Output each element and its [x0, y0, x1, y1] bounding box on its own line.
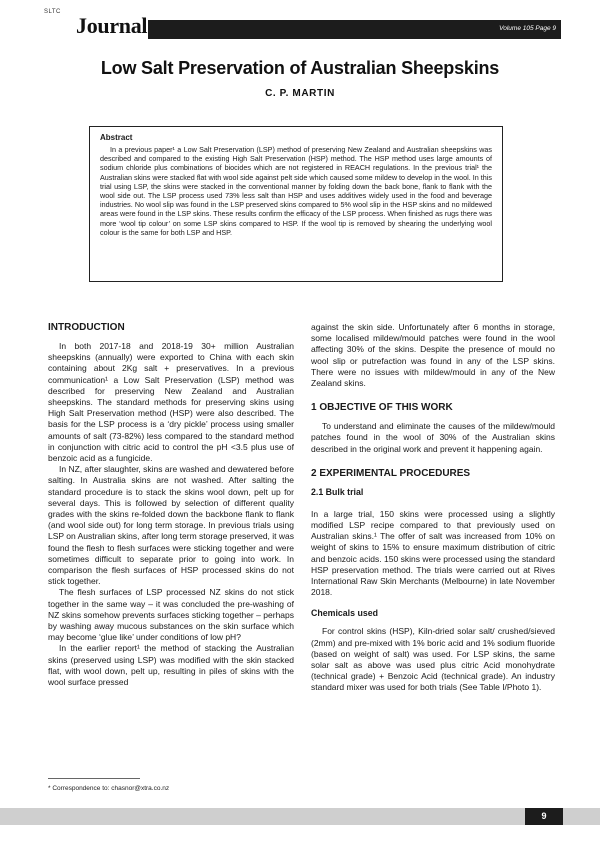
intro-paragraph-4: In the earlier report¹ the method of stacking the Australian skins (preserved using LSP) was modified with the skin stacked flat, with wool down, pelt up, resulting in piles of skins with the wool surface pressed: [48, 643, 294, 688]
objective-heading: 1 OBJECTIVE OF THIS WORK: [311, 402, 453, 414]
objective-paragraph: To understand and eliminate the causes of the mildew/mould patches found in the wool of 30% of the Australian skins described in the original work and prevent it happening again.: [311, 421, 555, 454]
intro-paragraph-continued: against the skin side. Unfortunately after 6 months in storage, some localised mildew/mould patches were found in the wool affecting 30% of the skins. Despite the presence of mould no wool slip or putrefaction was found in any of the LSP skins. There were no issues with mildew/mould in any of the New Zealand skins.: [311, 322, 555, 389]
chemicals-heading: Chemicals used: [311, 608, 378, 619]
procedures-heading: 2 EXPERIMENTAL PROCEDURES: [311, 467, 471, 479]
abstract-text: In a previous paper¹ a Low Salt Preservation (LSP) method of preserving New Zealand and Australian sheepskins was described and compared to the existing High Salt Preservation (HSP) method. The HSP method uses large amounts of sodium chloride plus combinations of biocides which are not registered in REACH regulations. In the previous trial¹ the Australian skins were stacked flat with wool side against pelt side which caused some mildew to develop in the wool. In this trial using LSP, the skins were stacked in the conventional manner by folding down the back bone, flank to flank with the wool side out. The LSP process used 73% less salt than HSP and uses additives widely used in the food and beverage industries. No wool slip was found in the LSP preserved skins compared to 5% wool slip in the HSP skins and no mildewed areas were found in the LSP skins. These results confirm the efficacy of the LSP process. When finished as rugs there was more ‘wool tip colour’ on some LSP skins compared to HSP. If the wool tip is removed by shearing the underlying wool colour is the same for both LSP and HSP.: [100, 145, 492, 237]
intro-paragraph-3: The flesh surfaces of LSP processed NZ skins do not stick together in the same way – it was concluded the pre-washing of NZ skins somehow prevents surfaces sticking together – perhaps by washing away mucous substances on the skin surface which may become ‘glue like’ under conditions of low pH?: [48, 587, 294, 643]
bulk-trial-paragraph: In a large trial, 150 skins were processed using a slightly modified LSP recipe compared to that previously used on Australian skins.¹ The offer of salt was increased from 10% on weight of skins to 15% to ensure maximum distribution of citric and benzoic acids. 150 skins were processed using the standard HSP preservation method. The trials were carried out at Rives International Raw Skin Merchants (Melbourne) in late November 2018.: [311, 508, 555, 598]
correspondence-footnote: * Correspondence to: chasnor@xtra.co.nz: [48, 785, 170, 792]
abstract-heading: Abstract: [100, 133, 133, 142]
introduction-heading: INTRODUCTION: [48, 322, 125, 333]
intro-paragraph-2: In NZ, after slaughter, skins are washed and dewatered before salting. In Australia skins are not washed. After salting the standard procedure is to stack the skins wool down, pelt up for several days. This is followed by selection of different quality grades with the skins re-folded down the backbone flank to flank (and wool side out) for long term storage. In previous trials using LSP on Australian skins, after long term storage preserved, it was found the flesh to flesh surfaces were sticking together and were sometimes difficult to separate prior to going into work. In comparison the flesh surfaces of HSP processed skins do not stick together.: [48, 464, 294, 587]
footer-bar: [0, 808, 600, 825]
left-column: [48, 322, 294, 688]
article-title: Low Salt Preservation of Australian Sheepskins: [100, 58, 500, 78]
bulk-trial-heading: 2.1 Bulk trial: [311, 486, 364, 497]
chemicals-paragraph: For control skins (HSP), Kiln-dried solar salt/ crushed/sieved (2mm) and pre-mixed with 1% boric acid and 1% sodium fluoride (based on weight of salt) was used. For LSP skins, the same solar salt as above was used plus citric Acid monohydrate (technical grade) + Benzoic Acid (technical grade). An industry standard mixer was used for both trials (See Table I/Photo 1).: [311, 626, 555, 693]
journal-logo: Journal: [76, 13, 148, 38]
footnote-rule: [48, 778, 140, 779]
volume-page-label: Volume 105 Page 9: [499, 25, 556, 32]
intro-paragraph-1: In both 2017-18 and 2018-19 30+ million Australian sheepskins (annually) were exported to China with each skin containing about 2Kg salt + preservatives. In a previous communication¹ a Low Salt Preservation (LSP) method was described for preserving New Zealand and Australian sheepskins. The standard methods for preserving skins using High Salt Preservation method (HSP) were also described. The basis for the LSP process is a ‘dry pickle’ process using smaller amounts of salt (73-82%) less compared to the standard method in conjunction with citric acid to control the pH <3.5 plus use of benzoic acid as a fungicide.: [48, 341, 294, 464]
abstract-box: [89, 126, 503, 282]
page-number: 9: [525, 808, 563, 825]
right-column: [311, 322, 555, 694]
article-author: C. P. MARTIN: [265, 88, 335, 99]
brand-small-label: SLTC: [44, 9, 61, 15]
